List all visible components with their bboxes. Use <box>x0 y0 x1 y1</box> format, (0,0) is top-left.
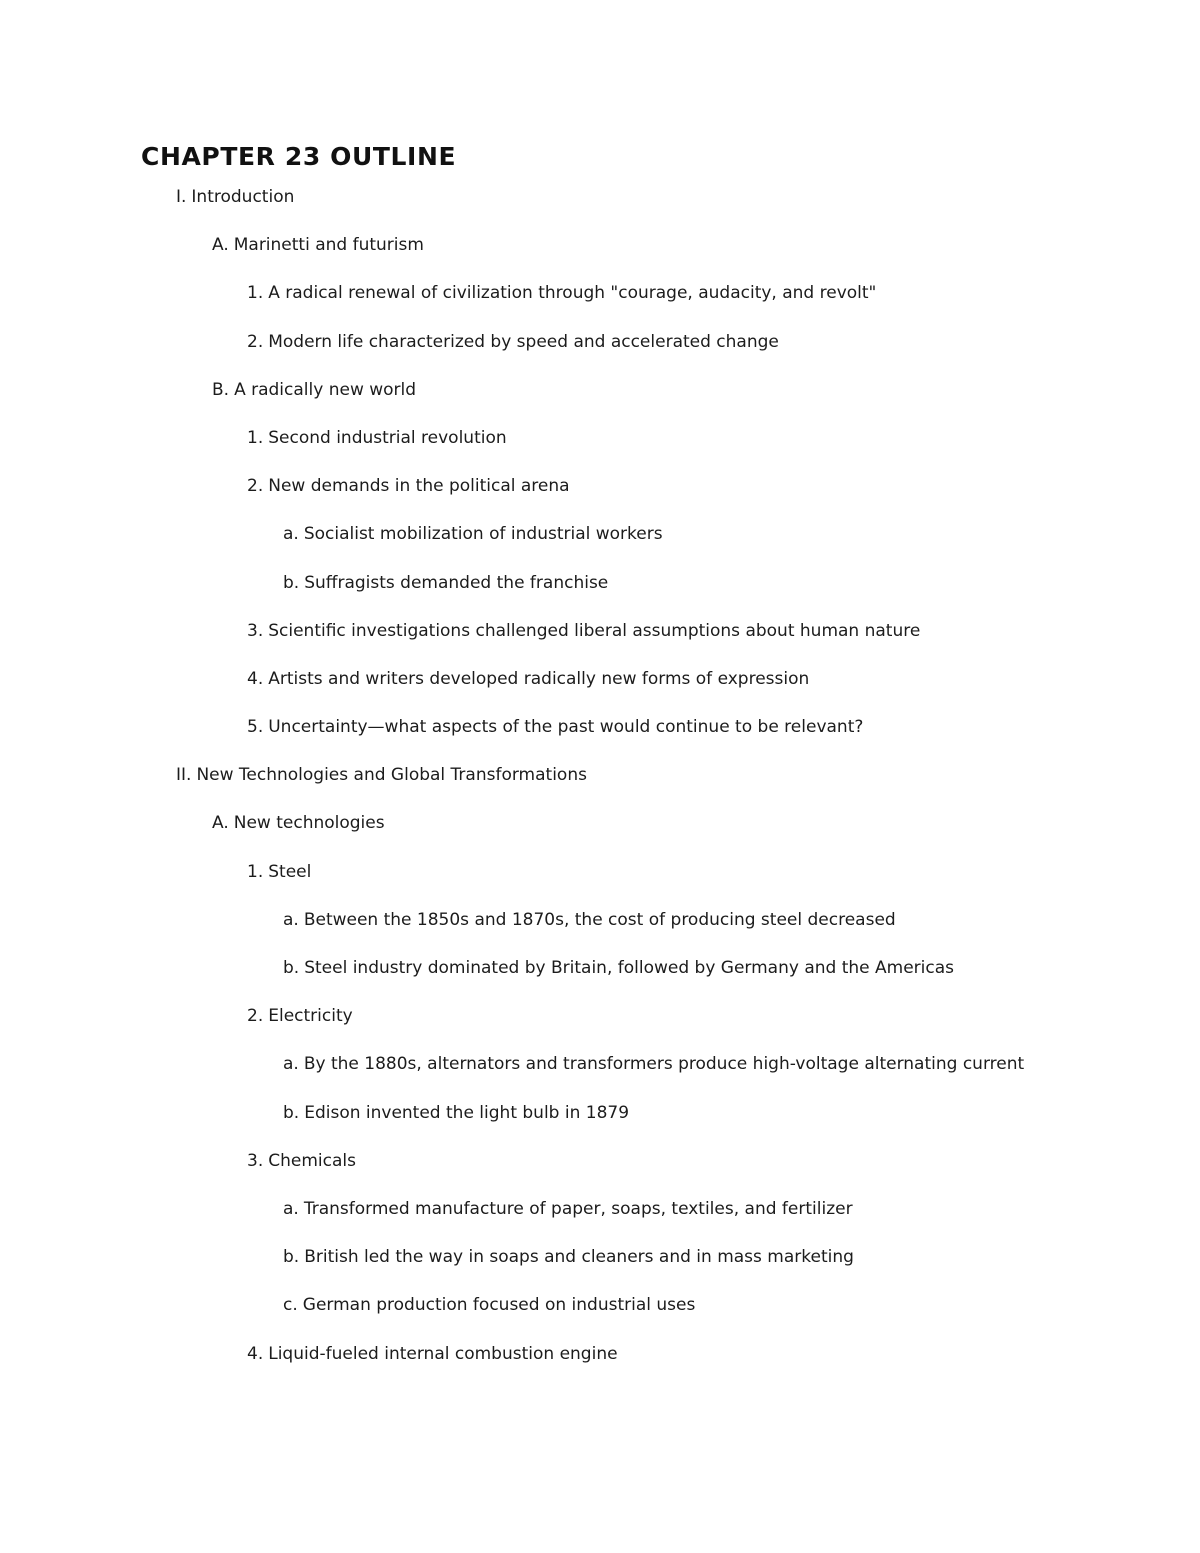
outline-marker: 1. <box>247 427 264 448</box>
outline-marker: b. <box>283 958 300 978</box>
outline-text: Scientific investigations challenged liberal assumptions about human nature <box>268 620 921 641</box>
outline-text: Steel <box>268 861 312 882</box>
outline-text: Transformed manufacture of paper, soaps, textiles, and fertilizer <box>303 1198 853 1219</box>
outline-marker: 1. <box>247 861 264 882</box>
outline-item-point <box>0 620 1200 668</box>
outline-item-subsection <box>0 812 1200 860</box>
outline-text: A radically new world <box>234 379 417 400</box>
outline-marker: b. <box>283 1247 300 1268</box>
outline-text: Electricity <box>268 1006 353 1027</box>
outline-marker: 3. <box>247 1150 264 1171</box>
outline-marker: II. <box>176 765 192 786</box>
outline-marker: b. <box>283 1102 300 1123</box>
outline-item-subsection <box>0 234 1200 282</box>
outline-item-point <box>0 427 1200 475</box>
outline-text: Second industrial revolution <box>268 427 507 448</box>
outline-item-subsection <box>0 379 1200 427</box>
outline-item-point <box>0 861 1200 909</box>
outline-item-point <box>0 1005 1200 1053</box>
outline-item-subpoint <box>0 1198 1200 1246</box>
outline-item-point <box>0 1150 1200 1198</box>
outline-marker: a. <box>283 524 299 545</box>
outline-text: Modern life characterized by speed and accelerated change <box>268 331 779 352</box>
outline-marker: A. <box>212 813 229 834</box>
outline-text: Steel industry dominated by Britain, followed by Germany and the Americas <box>304 958 955 978</box>
document-title: CHAPTER 23 OUTLINE <box>141 142 457 171</box>
outline-marker: 3. <box>247 620 264 641</box>
outline-item-point <box>0 475 1200 523</box>
outline-item-subpoint <box>0 957 1200 1005</box>
outline-marker: 2. <box>247 476 264 497</box>
outline-item-subpoint <box>0 1246 1200 1294</box>
outline-text: A radical renewal of civilization through "courage, audacity, and revolt" <box>268 283 877 304</box>
outline-item-subpoint <box>0 909 1200 957</box>
outline-text: Chemicals <box>268 1150 356 1171</box>
outline-item-subpoint <box>0 1102 1200 1150</box>
outline-item-subpoint <box>0 523 1200 571</box>
outline-text: Edison invented the light bulb in 1879 <box>304 1102 630 1123</box>
outline-text: New demands in the political arena <box>268 476 570 497</box>
outline-item-subpoint <box>0 572 1200 620</box>
outline-text: New technologies <box>233 813 385 834</box>
outline-text: Artists and writers developed radically new forms of expression <box>268 668 810 689</box>
outline-marker: a. <box>283 909 299 930</box>
outline-item-point <box>0 668 1200 716</box>
outline-text: Suffragists demanded the franchise <box>304 572 609 593</box>
outline-text: New Technologies and Global Transformations <box>196 765 587 786</box>
outline-marker: a. <box>283 1054 299 1075</box>
outline-marker: c. <box>283 1295 298 1316</box>
outline-text: By the 1880s, alternators and transformers produce high-voltage alternating current <box>303 1054 1025 1075</box>
outline-marker: 1. <box>247 283 264 304</box>
outline-text: British led the way in soaps and cleaners and in mass marketing <box>304 1247 854 1268</box>
outline-item-point <box>0 331 1200 379</box>
outline-item-point <box>0 716 1200 764</box>
outline-text: Socialist mobilization of industrial workers <box>303 524 663 545</box>
outline-marker: 4. <box>247 1343 264 1364</box>
outline-item-point <box>0 282 1200 330</box>
outline-item-subpoint <box>0 1053 1200 1101</box>
outline-list <box>0 186 1200 1391</box>
outline-text: Uncertainty—what aspects of the past would continue to be relevant? <box>268 717 864 738</box>
outline-item-section <box>0 764 1200 812</box>
outline-text: Liquid-fueled internal combustion engine <box>268 1343 618 1364</box>
outline-text: Introduction <box>191 187 295 207</box>
outline-item-point <box>0 1343 1200 1391</box>
outline-marker: B. <box>212 379 230 400</box>
outline-marker: I. <box>176 187 187 207</box>
outline-marker: b. <box>283 572 300 593</box>
outline-marker: A. <box>212 235 229 256</box>
outline-marker: a. <box>283 1198 299 1219</box>
outline-text: German production focused on industrial uses <box>302 1295 696 1316</box>
outline-marker: 4. <box>247 668 264 689</box>
outline-item-section <box>0 186 1200 234</box>
outline-marker: 2. <box>247 331 264 352</box>
outline-marker: 5. <box>247 717 264 738</box>
outline-text: Between the 1850s and 1870s, the cost of producing steel decreased <box>303 909 896 930</box>
outline-text: Marinetti and futurism <box>233 235 424 256</box>
outline-item-subpoint <box>0 1294 1200 1342</box>
outline-marker: 2. <box>247 1006 264 1027</box>
